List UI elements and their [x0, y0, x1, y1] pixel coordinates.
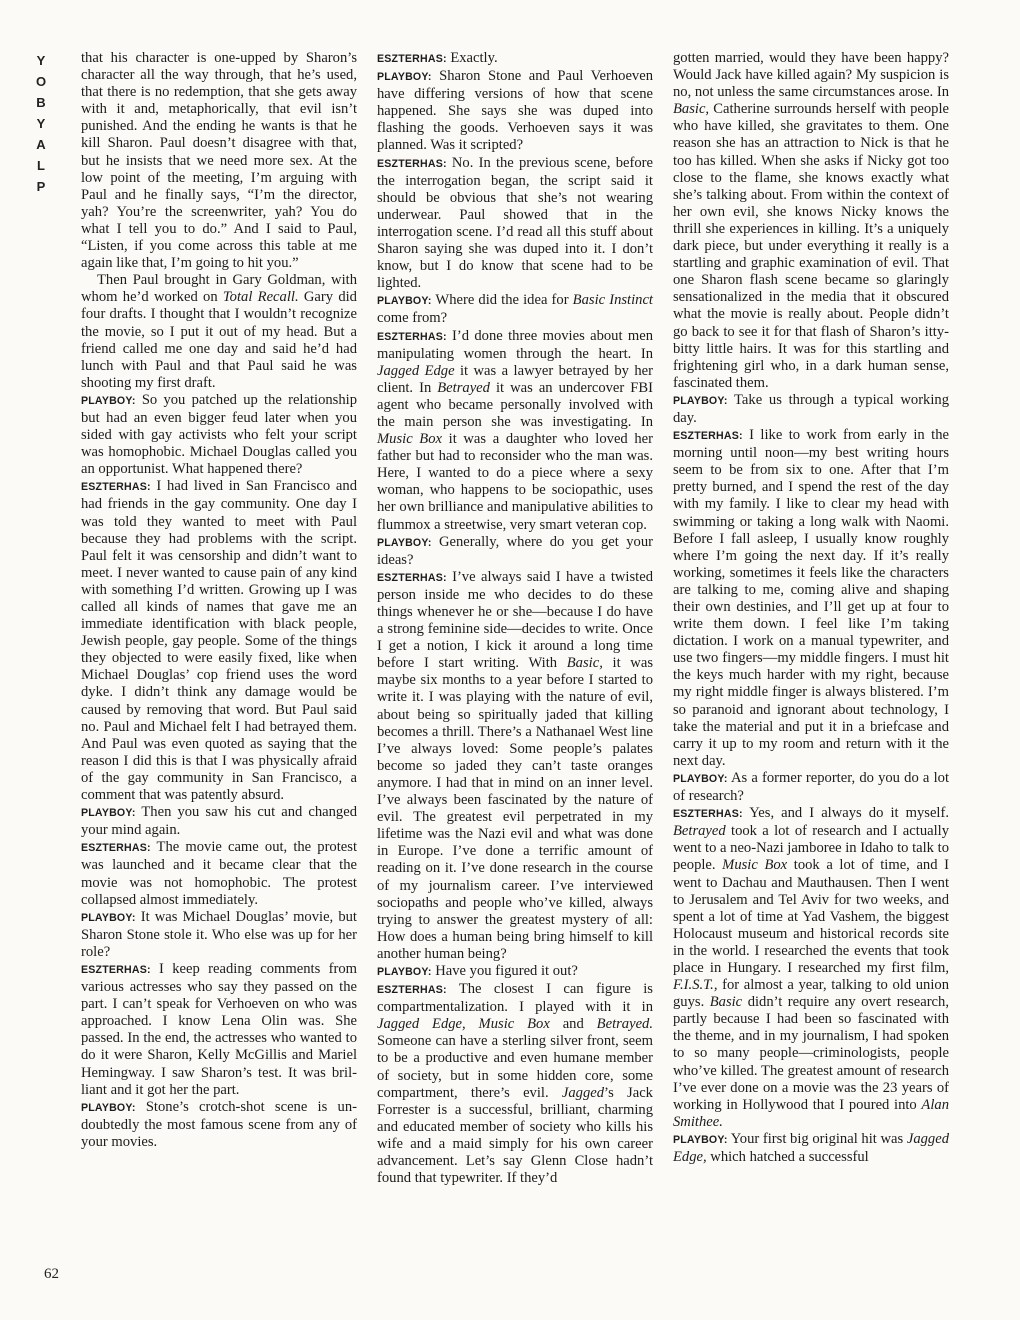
text-run: for almost a year, talking to old union guys.	[673, 977, 949, 1011]
speaker-label: ESZTERHAS:	[81, 963, 151, 976]
paragraph	[673, 1131, 949, 1166]
text-run: it was maybe six months to a year before I started to write it. I was playing with the nature of evil, about being so spiritually jaded that killing becomes a thrill. There’s a Nathanael West line I’ve always loved: Some people’s palates become so jaded they can’t taste oranges anymore. I had that in mind on an inner level. I’ve always been fascinated by the nature of evil. The greatest evil perpetrated in my lifetime was the Nazi evil and what was done in Europe. I’ve done a terrific amount of reading on it. I’ve done research in the course of my journalism career. I’ve interviewed sociopaths and people who’ve killed, always trying to answer the greatest mystery of all: How does a human being bring himself to kill another human being?	[377, 655, 653, 962]
speaker-label: PLAYBOY:	[81, 1101, 136, 1114]
side-mark-letter: P	[36, 179, 46, 194]
text-run: it was a daughter who loved her father but had to reconsider who the man was. Here, I wanted to do a piece where a sexy woman, who happens to be sociopathic, uses her own brilliance and manipulative abilities to flummox a streetwise, very smart veteran cop.	[377, 431, 653, 533]
paragraph	[377, 328, 653, 534]
text-column-1	[81, 50, 357, 1151]
text-run: Catherine surrounds herself with people who have killed, she gravitates to them. One reason she has an attraction to Nick is that he too has killed. When she asks if Nicky got too close to the flame, she knows exactly what she’s talking about. From within the context of her own evil, she knows Nicky knows the thrill she experiences in killing. It’s a uniquely dark piece, but under everything it really is a startling and graphic examination of evil. That one Sharon flash scene became so glaringly sensationalized in the media that it obscured what the movie is really about. People didn’t go back to see it for that flash of Sharon’s itty-bitty little hairs. It was for this startling and frightening girl who, in a dark human sense, fascinated them.	[673, 101, 949, 391]
text-run: So you patched up the relationship but had an even bigger feud later when you sided with gay activists who felt your script was homophobic. Michael Douglas called you an opportunist. What happened there?	[81, 391, 357, 478]
text-run: Take us through a typical working day.	[673, 391, 949, 426]
paragraph	[81, 839, 357, 908]
text-run: Where did the idea for	[431, 292, 573, 309]
italic-title: Basic	[709, 994, 743, 1011]
italic-title: Music Box	[722, 857, 788, 874]
text-run: Then you saw his cut and changed your mind again.	[81, 804, 357, 839]
speaker-label: ESZTERHAS:	[673, 808, 743, 821]
text-run: gotten married, would they have been happy? Would Jack have killed again? My suspicion is no, not unless the same circumstances arose. In	[673, 50, 949, 101]
side-mark-letter: O	[35, 74, 47, 89]
speaker-label: PLAYBOY:	[673, 394, 728, 407]
text-run: took a lot of time, and I went to Dachau and Mauthausen. Then I went to Jerusalem and Tel Aviv for two weeks, and spent a lot of time at Yad Vashem, the biggest Holocaust museum and historical records site in the world. I researched the events that took place in Hungary. I researched my first film,	[673, 857, 949, 976]
paragraph	[81, 272, 357, 392]
italic-title: Jagged Edge,	[673, 1130, 949, 1165]
text-run: It was Michael Douglas’ movie, but Sharon Stone stole it. Who else was up for her role?	[81, 908, 357, 960]
paragraph	[81, 50, 357, 272]
paragraph	[673, 805, 949, 1131]
text-run: ’s Jack Forrester is a successful, brilliant, charming and educated member of society who kills his wife and a maid simply for his own career advancement. Let’s say Glenn Close hadn’t found that typewriter. If they’d	[377, 1084, 653, 1187]
text-run: Gary did four drafts. I thought that I wouldn’t recognize the movie, so I put it out of my head. But a friend called me one day and said he’d had lunch with Paul and that Paul said he was shooting my first draft.	[81, 289, 357, 391]
paragraph	[377, 155, 653, 293]
speaker-label: PLAYBOY:	[377, 965, 432, 978]
speaker-label: PLAYBOY:	[81, 394, 136, 407]
text-run: Sharon Stone and Paul Verhoeven have differing versions of how that scene happened. She says she was duped into flashing the goods. Verhoeven says it was planned. Was it scripted?	[377, 68, 653, 154]
text-run: Someone can have a sterling silver front, seem to be a productive and even humane member of society, but in some hidden core, some compartment, there’s evil.	[377, 1033, 653, 1101]
text-run: which hatched a successful	[706, 1149, 869, 1165]
paragraph	[673, 50, 949, 392]
italic-title: Jagged	[561, 1084, 605, 1101]
paragraph	[377, 292, 653, 327]
paragraph	[377, 50, 653, 68]
text-run: I like to work from early in the morning until noon—my best writing hours seem to be from six to one. After that I’m pretty burned, and I spend the rest of the day with my family. I like to clear my head with swimming or taking a long walk with Naomi. Before I fall asleep, I usually know roughly where I’m going the next day. If it’s really working, sometimes it feels like the characters are talking to me, coming alive and shaping their own destinies, and I’ll get up at four to write them down. I feel like I’m taking dictation. I work on a manual typewriter, and use two fingers—my middle fingers. I must hit the keys much harder with my right, because my right middle finger is always blistered. I’m so paranoid and ignorant about technology, I take the material and put it in a briefcase and carry it up to my room and return with it the next day.	[673, 427, 949, 769]
speaker-label: PLAYBOY:	[377, 71, 432, 84]
text-run: As a former reporter, do you do a lot of research?	[673, 769, 949, 805]
speaker-label: ESZTERHAS:	[377, 571, 447, 584]
italic-title: Music Box	[377, 431, 442, 448]
text-run: I’d done three movies about men manipulating women through the heart. In	[377, 327, 653, 362]
paragraph	[81, 478, 357, 804]
paragraph	[673, 392, 949, 427]
speaker-label: ESZTERHAS:	[377, 157, 447, 170]
speaker-label: PLAYBOY:	[673, 772, 728, 785]
speaker-label: ESZTERHAS:	[81, 481, 151, 494]
text-run: I had lived in San Francisco and had friends in the gay community. One day I was told they wanted to meet with Paul because they had problems with the script. Paul felt it was censorship and didn’t want to meet. I never wanted to cause pain of any kind with something I’d written. Growing up I was called all kinds of names that gave me an immediate identification with black people, Jewish people, gay people. Some of the things they objected to were easily fixed, like when Michael Douglas’ cop friend uses the word dyke. I didn’t think any damage would be caused by removing that word. But Paul said no. Paul and Michael felt I had betrayed them. And Paul was even quoted as saying that the reason I did this is that I was physically afraid of the gay community in San Francisco, a comment that was patently absurd.	[81, 478, 357, 804]
text-run: The movie came out, the protest was launched and it became clear that the movie was not homophobic. The protest collapsed almost immediately.	[81, 839, 357, 908]
speaker-label: ESZTERHAS:	[81, 842, 151, 855]
text-run: Yes, and I always do it myself.	[742, 805, 949, 822]
italic-title: Betrayed	[673, 823, 726, 840]
side-mark-letter: L	[37, 158, 45, 173]
italic-title: Jagged Edge	[377, 362, 455, 379]
paragraph	[673, 427, 949, 770]
italic-title: Total Recall.	[222, 289, 299, 306]
italic-title: Jagged Edge, Music Box	[377, 1016, 550, 1033]
page-number: 62	[44, 1266, 59, 1282]
paragraph	[81, 804, 357, 839]
text-run: Have you figured it out?	[431, 962, 578, 979]
paragraph	[81, 961, 357, 1099]
speaker-label: PLAYBOY:	[81, 807, 136, 820]
speaker-label: PLAYBOY:	[377, 295, 432, 308]
italic-title: Basic,	[566, 655, 603, 672]
speaker-label: PLAYBOY:	[377, 536, 432, 549]
text-run: Your first big original hit was	[727, 1130, 907, 1147]
paragraph	[377, 569, 653, 963]
paragraph	[81, 909, 357, 961]
side-mark-letter: Y	[36, 53, 46, 68]
paragraph	[377, 981, 653, 1187]
text-run: I’ve always said I have a twisted person inside me who decides to do these things whenever he or she—because I do have a strong feminine side—decides to write. Once I get a notion, I kick it around a long time before I start writing. With	[377, 568, 653, 672]
text-run: Stone’s crotch-shot scene is undoubtedly the most famous scene from any of your movies.	[81, 1098, 357, 1150]
text-run: Then Paul brought in Gary Goldman, with whom he’d worked on	[81, 272, 357, 306]
speaker-label: ESZTERHAS:	[377, 984, 447, 997]
italic-title: Basic Instinct	[572, 292, 653, 309]
italic-title: Betrayed.	[596, 1016, 653, 1033]
paragraph	[377, 534, 653, 569]
paragraph	[377, 963, 653, 981]
side-mark-letter: A	[36, 137, 46, 152]
speaker-label: PLAYBOY:	[673, 1133, 728, 1146]
text-run: that his character is one-upped by Sharon’s character all the way through, that he’s used, that there is no redemption, that she gets away with it and, metaphorically, that evil isn’t punished. And the ending he wants is that he kill Sharon. Paul doesn’t disagree with that, but he insists that we need more sex. At the low point of the meeting, I’m arguing with Paul and he finally says, “I’m the director, yah? You’re the screenwriter, yah? You do what I tell you to do.” And I said to Paul, “Listen, if you come across this table at me again like that, I’m going to hit you.”	[81, 50, 357, 272]
text-run: took a lot of research and I actually went to a neo-Nazi jamboree in Idaho to talk to people.	[673, 823, 949, 874]
speaker-label: PLAYBOY:	[81, 911, 136, 924]
speaker-label: ESZTERHAS:	[377, 330, 447, 343]
text-run: it was a lawyer betrayed by her client. In	[377, 362, 653, 396]
speaker-label: ESZTERHAS:	[673, 430, 743, 443]
side-mark-letter: B	[36, 95, 46, 110]
speaker-label: ESZTERHAS:	[377, 53, 447, 65]
italic-title: F.I.S.T.,	[673, 977, 718, 994]
text-column-2	[377, 50, 653, 1187]
paragraph	[377, 68, 653, 154]
paragraph	[81, 392, 357, 478]
text-run: come from?	[377, 310, 448, 327]
text-column-3	[673, 50, 949, 1166]
side-mark-letter: Y	[36, 116, 46, 131]
text-run: Exactly.	[446, 50, 498, 66]
text-run: it was an undercover FBI agent who became personally involved with the main person she was investigating. In	[377, 379, 653, 430]
side-mark	[28, 50, 54, 197]
text-run: and	[549, 1016, 597, 1033]
italic-title: Alan Smithee.	[673, 1096, 949, 1130]
paragraph	[81, 1099, 357, 1151]
italic-title: Betrayed	[437, 379, 490, 396]
text-run: didn’t require any overt research, partly because I had been so fascinated with the theme, and in my journalism, I had spoken to so many people—criminologists, people who’ve killed. The greatest amount of research I’ve ever done on a movie was the 23 years of working in Hollywood that I poured into	[673, 994, 949, 1113]
paragraph	[673, 770, 949, 805]
text-run: No. In the previous scene, before the interrogation began, the script said it should be obvious that she’s not wearing underwear. Paul showed that in the interrogation scene. I’d read all this stuff about Sharon saying she was duped into it. I don’t know, but I do know that scene had to be lighted.	[377, 154, 653, 292]
italic-title: Basic,	[673, 101, 710, 118]
text-run: Generally, where do you get your ideas?	[377, 533, 653, 568]
text-run: I keep reading comments from various actresses who say they passed on the part. I can’t speak for Verhoeven on who was approached. I know Lena Olin was. She passed. In the end, the actresses who wanted to do it were Sharon, Kelly McGillis and Mariel Hemingway. I saw Sharon’s test. It was brilliant and it got her the part.	[81, 960, 357, 1098]
text-run: The closest I can figure is compartmentalization. I played with it in	[377, 981, 653, 1016]
